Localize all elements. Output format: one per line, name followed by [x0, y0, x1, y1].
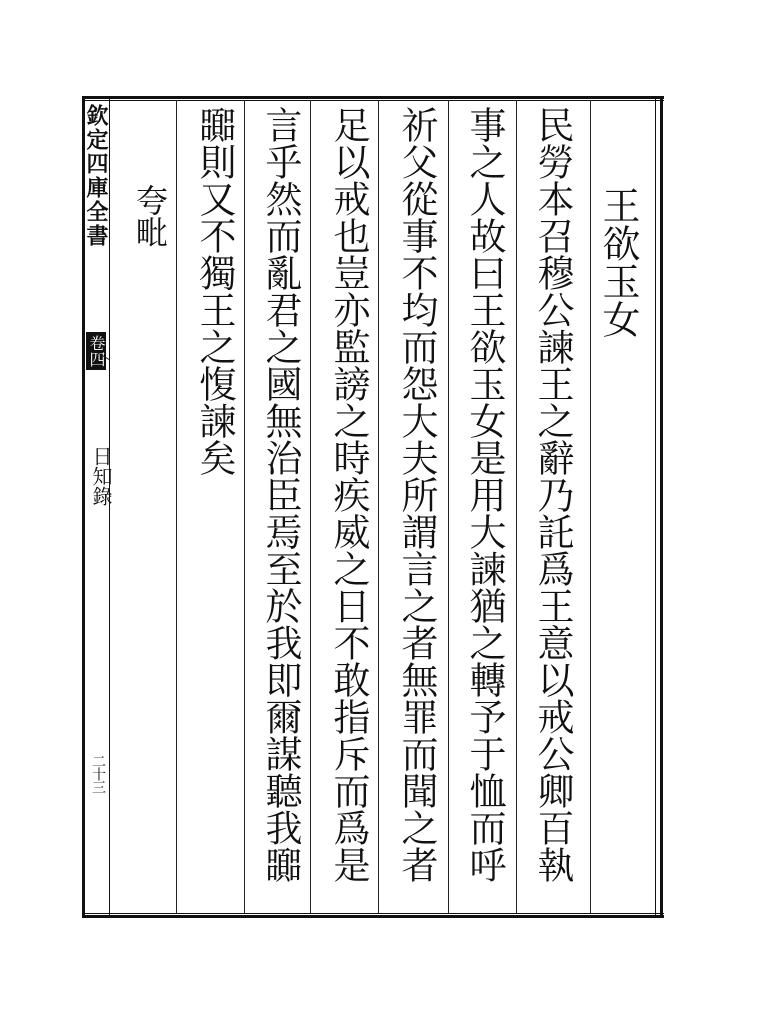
- text-column-4: 足以戒也豈亦監謗之時疾威之日不敢指斥而爲是: [327, 106, 370, 883]
- text-column-2: 事之人故曰王欲玉女是用大諫猶之轉予于恤而呼: [463, 106, 506, 883]
- frame-bottom-border: [82, 913, 664, 918]
- next-entry-heading: 夸毗: [131, 184, 169, 248]
- frame-top-border: [82, 96, 664, 101]
- text-column-3: 祈父從事不均而怨大夫所謂言之者無罪而聞之者: [395, 106, 438, 883]
- page-number: 二十三: [90, 754, 106, 793]
- column-rule: [310, 100, 311, 914]
- column-rule: [378, 100, 379, 914]
- text-column-1: 民勞本召穆公諫王之辭乃託爲王意以戒公卿百執: [531, 106, 574, 883]
- frame-right-border: [655, 96, 663, 918]
- book-series-title: 欽定四庫全書: [83, 104, 109, 248]
- column-rule: [244, 100, 245, 914]
- column-rule: [176, 100, 177, 914]
- juan-number-label: 卷四: [86, 332, 106, 370]
- book-title: 日知錄: [89, 446, 113, 506]
- column-rule: [448, 100, 449, 914]
- column-rule: [590, 100, 591, 914]
- text-column-6: 嚻則又不獨王之愎諫矣: [193, 106, 236, 476]
- text-column-5: 言乎然而亂君之國無治臣焉至於我即爾謀聽我嚻: [259, 106, 302, 883]
- column-rule: [516, 100, 517, 914]
- section-heading: 王欲玉女: [596, 186, 640, 338]
